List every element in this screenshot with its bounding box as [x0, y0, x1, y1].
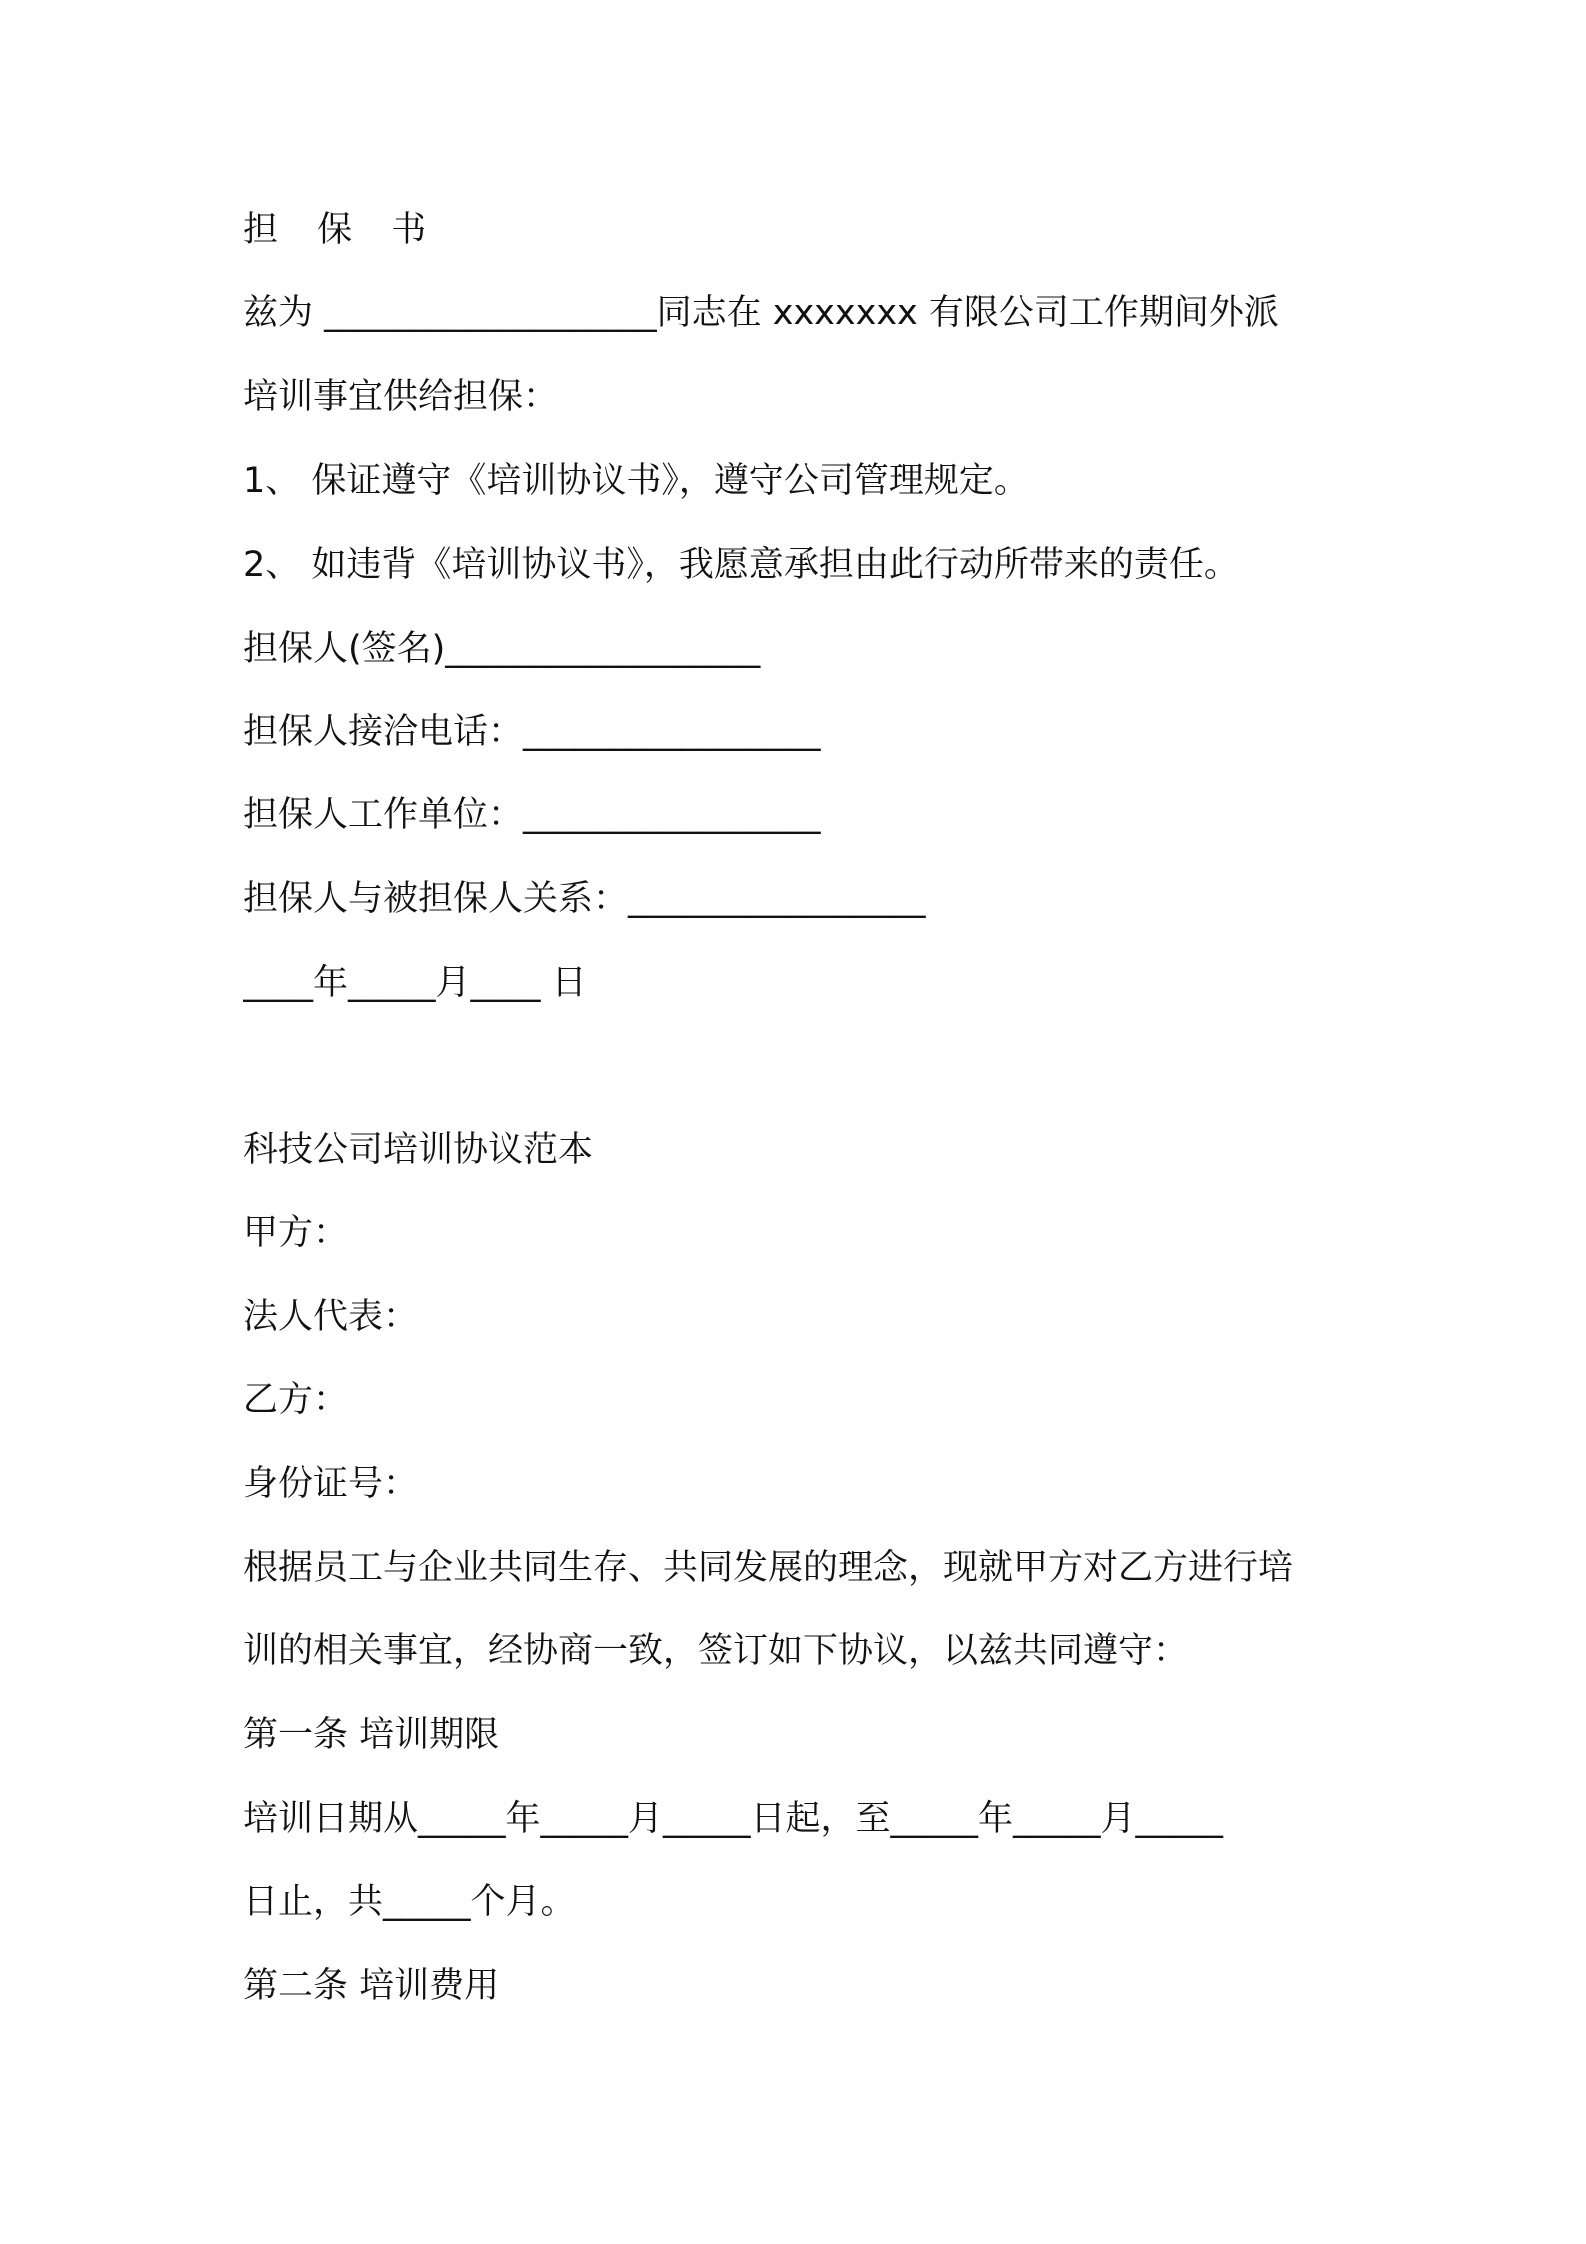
guarantor-phone-line: 担保人接洽电话：_________________: [243, 712, 821, 752]
agreement-preamble-line-1: 根据员工与企业共同生存、共同发展的理念，现就甲方对乙方进行培: [243, 1548, 1294, 1588]
agreement-title: 科技公司培训协议范本: [243, 1130, 594, 1170]
guarantor-relation-line: 担保人与被担保人关系：_________________: [243, 879, 926, 919]
guarantee-title: 担 保 书: [243, 210, 441, 250]
guarantor-signature-line: 担保人(签名)__________________: [243, 629, 761, 669]
guarantor-employer-line: 担保人工作单位：_________________: [243, 795, 821, 835]
guarantee-intro-line-1: 兹为 ___________________同志在 xxxxxxx 有限公司工作期间外派: [243, 293, 1279, 333]
party-a-line: 甲方：: [243, 1213, 349, 1253]
legal-representative-line: 法人代表：: [243, 1297, 419, 1337]
guarantee-date-line: ____年_____月____ 日: [243, 963, 587, 1003]
article-1-heading: 第一条 培训期限: [243, 1715, 500, 1755]
article-2-heading: 第二条 培训费用: [243, 1966, 500, 2006]
id-number-line: 身份证号：: [243, 1464, 419, 1504]
guarantee-item-1: 1、 保证遵守《培训协议书》，遵守公司管理规定。: [243, 461, 1029, 501]
agreement-preamble-line-2: 训的相关事宜，经协商一致，签订如下协议，以兹共同遵守：: [243, 1631, 1189, 1671]
party-b-line: 乙方：: [243, 1380, 349, 1420]
guarantee-intro-line-2: 培训事宜供给担保：: [243, 377, 559, 417]
article-1-line-2: 日止，共_____个月。: [243, 1882, 576, 1922]
article-1-line-1: 培训日期从_____年_____月_____日起，至_____年_____月_____: [243, 1799, 1224, 1839]
guarantee-item-2: 2、 如违背《培训协议书》，我愿意承担由此行动所带来的责任。: [243, 545, 1239, 585]
